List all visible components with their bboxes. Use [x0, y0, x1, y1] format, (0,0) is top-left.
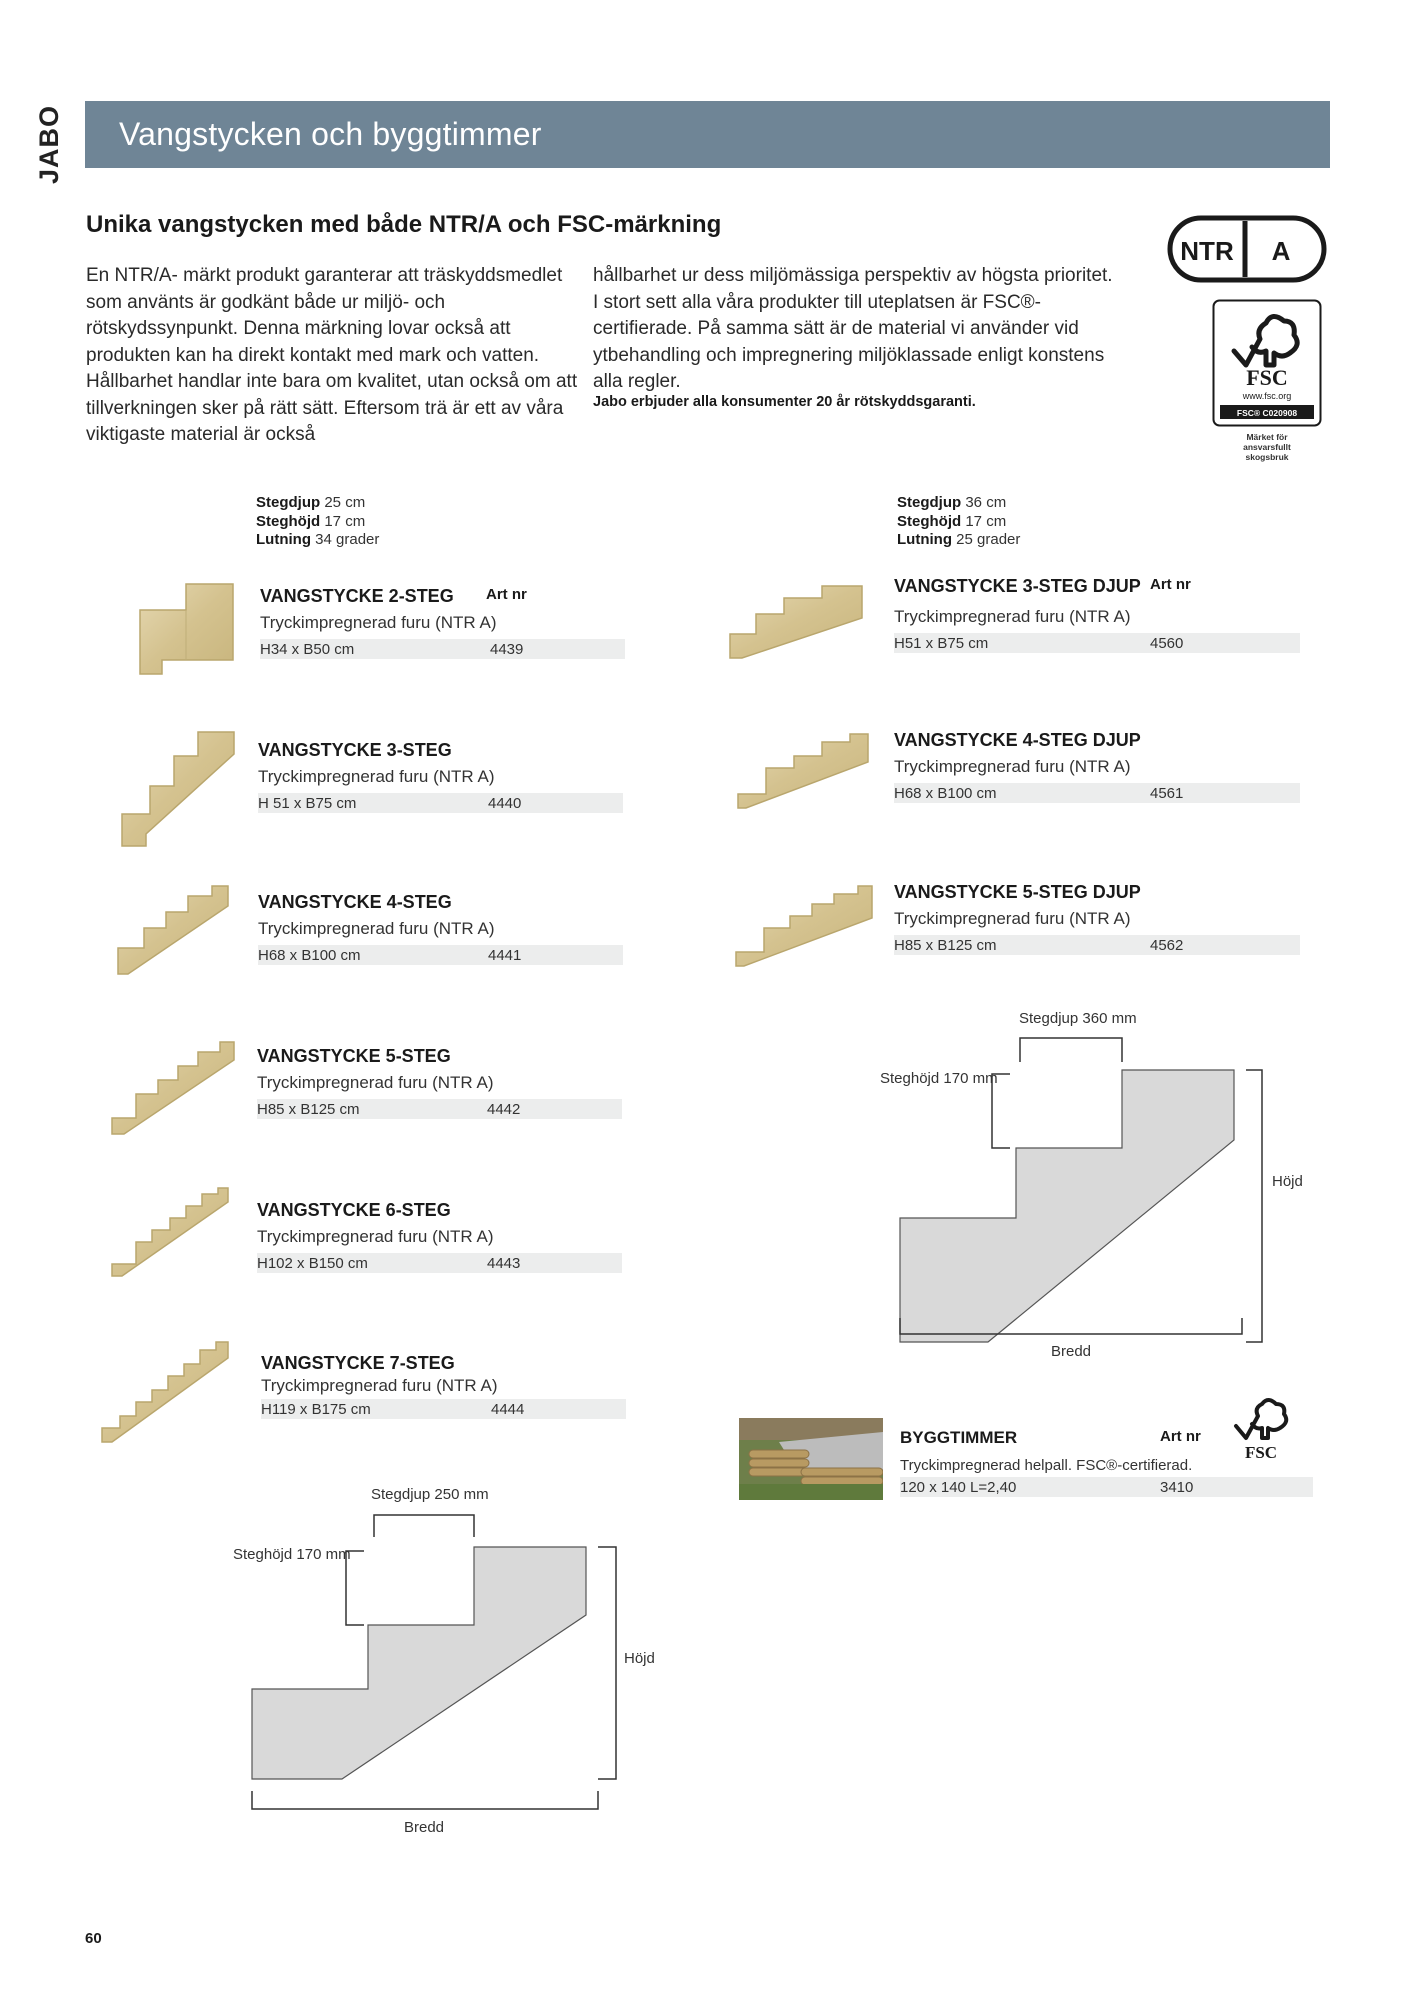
product-art-number: 4442: [487, 1100, 521, 1118]
product-description: Tryckimpregnerad furu (NTR A): [894, 757, 1131, 776]
product-vangstycke-2-steg[interactable]: [260, 586, 625, 659]
stair-image-3-steg-djup: [728, 584, 864, 660]
product-description: Tryckimpregnerad furu (NTR A): [258, 767, 495, 786]
product-art-number: 3410: [1160, 1478, 1194, 1496]
product-row: [894, 783, 1300, 803]
product-art-number: 4443: [487, 1254, 521, 1272]
specs-deep: Stegdjup 36 cm Steghöjd 17 cm Lutning 25 grader: [897, 494, 1021, 548]
product-size: H85 x B125 cm: [257, 1100, 360, 1118]
product-row: [260, 639, 625, 659]
specs-standard: Stegdjup 25 cm Steghöjd 17 cm Lutning 34 grader: [256, 494, 380, 548]
stair-image-7-steg: [100, 1340, 230, 1444]
product-row: [258, 945, 623, 965]
intro-text-left: En NTR/A- märkt produkt garanterar att träskyddsmedlet som använts är godkänt både ur miljö- och rötskydssynpunkt. Denna märkning lovar också att produkten kan ha direkt kontakt med mark och vatten. Hållbarhet handlar inte bara om kvalitet, utan också om att tillverkningen sker på rätt sätt. Eftersom trä är ett av våra viktigaste material är också: [86, 265, 578, 445]
fsc-code: FSC® C020908: [1236, 408, 1298, 418]
product-vangstycke-6-steg[interactable]: [257, 1200, 622, 1273]
intro-text-right: hållbarhet ur dess miljömässiga perspektiv av högsta prioritet. I stort sett alla våra produkter till uteplatsen är FSC®-certifierade. På samma sätt är de material vi använder vid ytbehandling och impregnering miljöklassade enligt konstens alla regler.: [593, 265, 1113, 392]
product-art-number: 4444: [491, 1400, 525, 1418]
product-description: Tryckimpregnerad furu (NTR A): [260, 613, 497, 632]
guarantee-note: Jabo erbjuder alla konsumenter 20 år rötskyddsgaranti.: [593, 394, 976, 410]
stair-image-4-steg: [116, 884, 232, 976]
product-name: VANGSTYCKE 5-STEG: [257, 1046, 451, 1066]
ntr-class-label: A: [1271, 236, 1291, 266]
product-vangstycke-3-steg-djup[interactable]: [894, 576, 1300, 653]
banner: [85, 101, 1330, 168]
step-depth-bracket: [1020, 1038, 1122, 1062]
height-label: Höjd: [1272, 1173, 1303, 1190]
width-label: Bredd: [1051, 1343, 1092, 1360]
fsc-name: FSC: [1246, 365, 1288, 390]
product-size: H85 x B125 cm: [894, 936, 997, 954]
fsc-url: www.fsc.org: [1242, 391, 1292, 401]
step-height-label: Steghöjd 170 mm: [880, 1070, 998, 1087]
product-art-number: 4439: [490, 640, 524, 658]
ntr-label: NTR: [1180, 236, 1234, 266]
product-description: Tryckimpregnerad furu (NTR A): [894, 607, 1131, 626]
product-name: VANGSTYCKE 6-STEG: [257, 1200, 451, 1220]
product-art-number: 4560: [1150, 634, 1184, 652]
art-nr-header: Art nr: [1160, 1428, 1201, 1445]
stair-profile-shape: [252, 1547, 586, 1779]
page-title: Vangstycken och byggtimmer: [119, 116, 542, 152]
product-row: [894, 633, 1300, 653]
product-vangstycke-3-steg[interactable]: [258, 740, 623, 813]
stair-image-6-steg: [110, 1186, 230, 1278]
product-name: VANGSTYCKE 7-STEG: [261, 1353, 455, 1373]
stair-image-5-steg-djup: [734, 884, 874, 968]
product-name: VANGSTYCKE 2-STEG: [260, 586, 454, 606]
page-number: 60: [85, 1930, 102, 1947]
product-row: [894, 935, 1300, 955]
product-name: VANGSTYCKE 4-STEG: [258, 892, 452, 912]
product-art-number: 4441: [488, 946, 522, 964]
product-size: 120 x 140 L=2,40: [900, 1478, 1017, 1496]
product-vangstycke-4-steg[interactable]: [258, 892, 623, 965]
product-description: Tryckimpregnerad furu (NTR A): [261, 1376, 498, 1395]
fsc-logo: [1212, 299, 1322, 427]
step-depth-label: Stegdjup 250 mm: [371, 1486, 489, 1503]
width-bracket: [252, 1791, 598, 1809]
product-row: [257, 1253, 622, 1273]
art-nr-header: Art nr: [486, 586, 527, 603]
product-row: [900, 1477, 1313, 1497]
section-heading: Unika vangstycken med både NTR/A och FSC-märkning: [86, 211, 722, 238]
brand-logo: JABO: [33, 104, 64, 184]
product-vangstycke-7-steg[interactable]: [261, 1353, 626, 1419]
product-size: H51 x B75 cm: [894, 634, 989, 652]
width-label: Bredd: [404, 1819, 445, 1836]
art-nr-header: Art nr: [1150, 576, 1191, 593]
step-depth-bracket: [374, 1515, 474, 1537]
product-art-number: 4440: [488, 794, 522, 812]
product-size: H68 x B100 cm: [894, 784, 997, 802]
product-row: [258, 793, 623, 813]
height-bracket: [598, 1547, 616, 1779]
product-description: Tryckimpregnerad furu (NTR A): [258, 919, 495, 938]
product-name: VANGSTYCKE 3-STEG DJUP: [894, 576, 1141, 596]
product-vangstycke-5-steg[interactable]: [257, 1046, 622, 1119]
product-size: H119 x B175 cm: [261, 1400, 371, 1418]
ntr-a-badge: [1167, 215, 1327, 283]
product-vangstycke-4-steg-djup[interactable]: [894, 730, 1300, 803]
stair-image-2-steg: [136, 580, 236, 675]
product-name: VANGSTYCKE 5-STEG DJUP: [894, 882, 1141, 902]
height-label: Höjd: [624, 1650, 655, 1667]
product-description: Tryckimpregnerad furu (NTR A): [257, 1227, 494, 1246]
product-name: VANGSTYCKE 3-STEG: [258, 740, 452, 760]
product-row: [257, 1099, 622, 1119]
step-height-label: Steghöjd 170 mm: [233, 1546, 351, 1563]
product-row: [261, 1399, 626, 1419]
product-size: H102 x B150 cm: [257, 1254, 368, 1272]
product-art-number: 4561: [1150, 784, 1184, 802]
fsc-tree-icon: [1236, 1400, 1286, 1438]
product-description: Tryckimpregnerad helpall. FSC®-certifierad.: [900, 1457, 1193, 1474]
product-vangstycke-5-steg-djup[interactable]: [894, 882, 1300, 955]
height-bracket: [1246, 1070, 1262, 1342]
product-description: Tryckimpregnerad furu (NTR A): [257, 1073, 494, 1092]
fsc-small-logo: [1230, 1396, 1292, 1466]
step-depth-label: Stegdjup 360 mm: [1019, 1010, 1137, 1027]
product-size: H68 x B100 cm: [258, 946, 361, 964]
fsc-small-label: FSC: [1244, 1443, 1278, 1462]
stair-image-3-steg: [118, 730, 238, 848]
product-size: H34 x B50 cm: [260, 640, 355, 658]
stair-profile-shape: [900, 1070, 1234, 1342]
product-description: Tryckimpregnerad furu (NTR A): [894, 909, 1131, 928]
fsc-caption: Märket för ansvarsfullt skogsbruk: [1243, 432, 1291, 462]
stair-image-5-steg: [110, 1040, 236, 1136]
product-art-number: 4562: [1150, 936, 1184, 954]
stair-image-4-steg-djup: [736, 732, 870, 810]
byggtimmer-photo: [739, 1418, 883, 1500]
product-name: VANGSTYCKE 4-STEG DJUP: [894, 730, 1141, 750]
product-name: BYGGTIMMER: [900, 1428, 1018, 1447]
product-size: H 51 x B75 cm: [258, 794, 357, 812]
